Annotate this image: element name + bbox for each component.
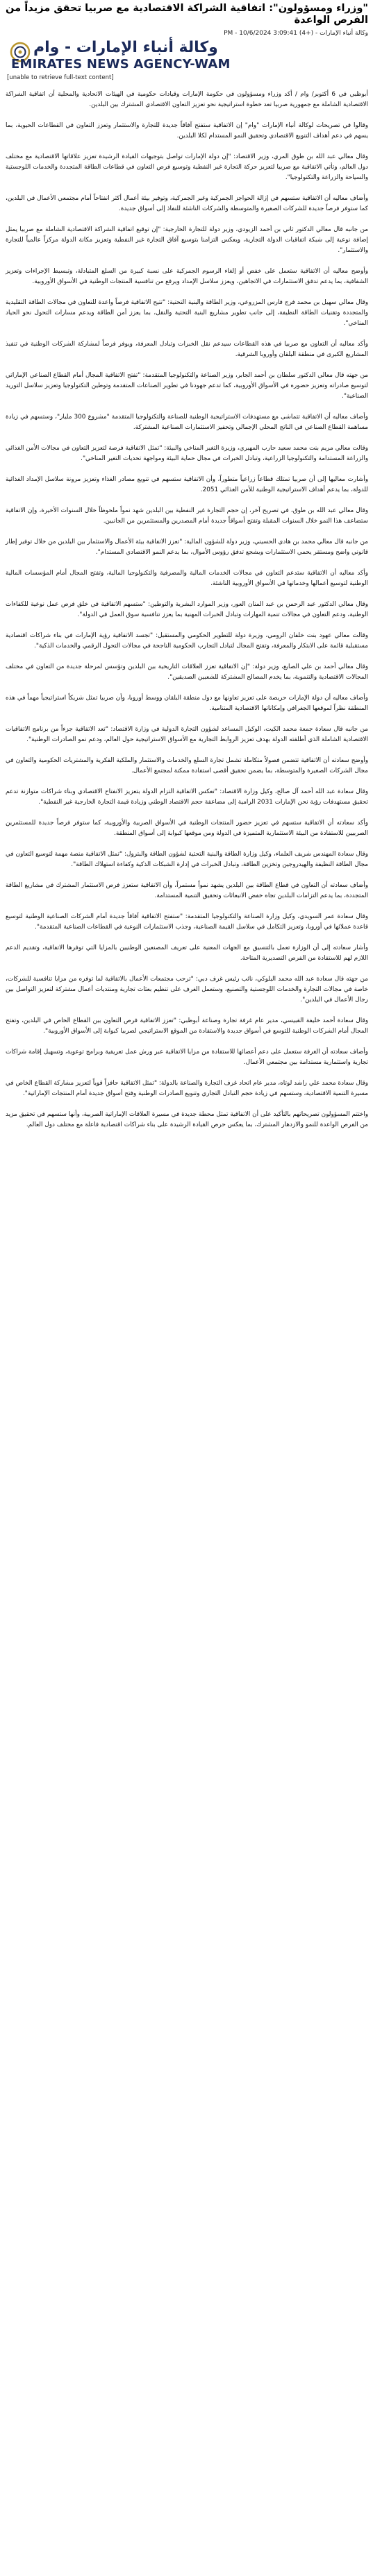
- article-paragraph: وأكد معاليه أن التعاون مع صربيا في هذه القطاعات سيدعم نقل الخبرات وتبادل المعرفة، ويوفر فرصاً لمشاركة الشركات الوطنية في تنفيذ المشاريع الكبرى في منطقة البلقان وأوروبا الشرقية.: [6, 341, 368, 358]
- article-paragraph: وقالت معالي مريم بنت محمد سعيد حارب المهيري، وزيرة التغير المناخي والبيئة: "تمثل الاتفاقية فرصة لتعزيز التعاون في مجالات الأمن الغذائي والزراعة المستدامة والتكنولوجيا الزراعية، وتبادل الخبرات في مجال حماية البيئة ومواجهة تحديات التغير المناخي".: [6, 445, 368, 462]
- article-paragraph: وأكد سعادته أن الاتفاقية ستسهم في تعزيز حضور المنتجات الوطنية في الأسواق الصربية والأوروبية، كما ستوفر فرصاً جديدة للمستثمرين الصربيين للاستفادة من البيئة الاستثمارية المتميزة في الدولة ومن موقعها كبوابة إلى أسواق المنطقة.: [6, 820, 368, 837]
- article-paragraph: من جهته قال معالي الدكتور سلطان بن أحمد الجابر، وزير الصناعة والتكنولوجيا المتقدمة: "تفتح الاتفاقية المجال أمام القطاع الصناعي الإماراتي لتوسيع صادراته وتعزيز حضوره في الأسواق الأوروبية، كما تدعم جهودنا في تطوير الصناعات المتقدمة وتوطين التكنولوجيا وتعزيز سلاسل التوريد الصناعية".: [6, 372, 368, 400]
- article-paragraph: وقال سعادة المهندس شريف العلماء، وكيل وزارة الطاقة والبنية التحتية لشؤون الطاقة والبترول: "تمثل الاتفاقية منصة مهمة لتوسيع التعاون في مجال الطاقة النظيفة والهيدروجين وتخزين الطاقة، وتبادل الخبرات في إدارة الشبكات الذكية وكفاءة استهلاك الطاقة".: [6, 851, 368, 868]
- logo-name-english: EMIRATES NEWS AGENCY-WAM: [11, 57, 231, 71]
- article-paragraph: وأضاف سعادته أن الغرفة ستعمل على دعم أعضائها للاستفادة من مزايا الاتفاقية عبر ورش عمل تعريفية وبرامج توعوية، وتسهيل إقامة شراكات تجارية واستثمارية مستدامة بين مجتمعي الأعمال.: [6, 1049, 368, 1066]
- article-paragraph: وقالوا في تصريحات لوكالة أنباء الإمارات "وام" إن الاتفاقية ستفتح آفاقاً جديدة للتجارة والاستثمار وتعزز التعاون في القطاعات الحيوية، بما يسهم في دعم أهداف التنويع الاقتصادي وتحقيق النمو المستدام لكلا البلدين.: [6, 122, 368, 139]
- article-paragraph: وقال معالي عبد الله بن طوق، في تصريح آخر، إن حجم التجارة غير النفطية بين البلدين شهد نمواً ملحوظاً خلال السنوات الأخيرة، وإن الاتفاقية ستضاعف هذا النمو خلال السنوات المقبلة وتفتح أسواقاً جديدة أمام المصدرين والمستثمرين من الجانبين.: [6, 507, 368, 525]
- article-dateline: وكالة أنباء الإمارات - (+4) 3:09:41 PM - 10/6/2024: [224, 30, 368, 37]
- article-paragraph: وأوضح سعادته أن الاتفاقية تتضمن فصولاً متكاملة تشمل تجارة السلع والخدمات والاستثمار والملكية الفكرية والمشتريات الحكومية والتعاون في مجال الشركات الصغيرة والمتوسطة، بما يضمن تحقيق أقصى استفادة ممكنة لمجتمع الأعمال.: [6, 757, 368, 774]
- article-paragraph: وقال سعادة أحمد خليفة القبيسي، مدير عام غرفة تجارة وصناعة أبوظبي: "تعزز الاتفاقية فرص التعاون بين القطاع الخاص في البلدين، وتفتح المجال أمام الشركات الوطنية للتوسع في أسواق جديدة والاستفادة من الموقع الاستراتيجي لصربيا كبوابة إلى الأسواق الأوروبية".: [6, 1017, 368, 1035]
- article-paragraph: وقال سعادة عبد الله أحمد آل صالح، وكيل وزارة الاقتصاد: "تعكس الاتفاقية التزام الدولة بتعزيز الانفتاح الاقتصادي وبناء شراكات متوازنة تدعم تحقيق مستهدفات رؤية نحن الإمارات 2031 الرامية إلى مضاعفة حجم الاقتصاد الوطني وزيادة قيمة التجارة الخارجية غير النفطية".: [6, 788, 368, 806]
- article-paragraph: وأضاف معاليه أن الاتفاقية تتماشى مع مستهدفات الاستراتيجية الوطنية للصناعة والتكنولوجيا المتقدمة "مشروع 300 مليار"، وستسهم في زيادة مساهمة القطاع الصناعي في الناتج المحلي الإجمالي وتحفيز الاستثمارات الصناعية المشتركة.: [6, 414, 368, 431]
- article-paragraph: وأشارت معاليها إلى أن صربيا تمتلك قطاعاً زراعياً متطوراً، وأن الاتفاقية ستسهم في تنويع مصادر الغذاء وتعزيز مرونة سلاسل الإمداد الغذائية للدولة، بما يدعم أهداف الاستراتيجية الوطنية للأمن الغذائي 2051.: [6, 476, 368, 493]
- article-paragraph: وقال معالي سهيل بن محمد فرج فارس المزروعي، وزير الطاقة والبنية التحتية: "تتيح الاتفاقية فرصاً واعدة للتعاون في مجالات الطاقة التقليدية والمتجددة وتقنيات الطاقة النظيفة، إلى جانب تطوير مشاريع البنية التحتية والنقل، بما يعزز أمن الطاقة ويدعم مسارات التحول نحو الحياد المناخي".: [6, 299, 368, 327]
- article-paragraph: وقال سعادة محمد علي راشد لوتاه، مدير عام اتحاد غرف التجارة والصناعة بالدولة: "تمثل الاتفاقية حافزاً قوياً لتعزيز مشاركة القطاع الخاص في مسيرة التنمية الاقتصادية، وستسهم في زيادة حجم التبادل التجاري وتنويع الصادرات الوطنية وفتح أسواق جديدة أمام المنتجات الإماراتية".: [6, 1080, 368, 1097]
- article-paragraph: وأوضح معاليه أن الاتفاقية ستعمل على خفض أو إلغاء الرسوم الجمركية على نسبة كبيرة من السلع المتبادلة، وتبسيط الإجراءات وتعزيز الشفافية، بما يدعم تدفق الاستثمارات في الاتجاهين، ويعزز سلاسل الإمداد ويرفع من تنافسية المنتجات الوطنية في الأسواق الأوروبية.: [6, 268, 368, 285]
- article-paragraph: من جانبه قال معالي الدكتور ثاني بن أحمد الزيودي، وزير دولة للتجارة الخارجية: "إن توقيع اتفاقية الشراكة الاقتصادية الشاملة مع صربيا يمثل إضافة نوعية إلى شبكة اتفاقيات الدولة التجارية، ويعكس التزامنا بتوسيع آفاق التجارة غير النفطية وتعزيز مكانة الدولة مركزاً عالمياً للتجارة والاستثمار".: [6, 226, 368, 254]
- article-paragraph: وقال معالي عبد الله بن طوق المري، وزير الاقتصاد: "إن دولة الإمارات تواصل بتوجيهات القيادة الرشيدة تعزيز علاقاتها الاقتصادية مع مختلف دول العالم، وتأتي الاتفاقية مع صربيا لتعزيز حركة التجارة غير النفطية وتوسيع فرص التعاون في قطاعات الطاقة المتجددة والخدمات اللوجستية والسياحة والزراعة والتكنولوجيا".: [6, 153, 368, 181]
- article-paragraph: من جهته قال سعادة عبد الله محمد البلوكي، نائب رئيس غرف دبي: "ترحب مجتمعات الأعمال بالاتفاقية لما توفره من مزايا تنافسية للشركات، خاصة في مجالات التجارة والخدمات اللوجستية والتصنيع، وستعمل الغرف على تنظيم بعثات تجارية ومنتديات أعمال مشتركة لتعزيز التواصل بين رجال الأعمال في البلدين".: [6, 976, 368, 1003]
- article-headline: "وزراء ومسؤولون": اتفاقية الشراكة الاقتصادية مع صربيا تحقق مزيداً من الفرص الواعدة: [6, 2, 368, 26]
- logo-name-arabic: وكالة أنباء الإمارات - وام: [33, 39, 218, 56]
- article-paragraph: وقالت معالي عهود بنت خلفان الرومي، وزيرة دولة للتطوير الحكومي والمستقبل: "تجسد الاتفاقية رؤية الإمارات في بناء شراكات اقتصادية مستقبلية قائمة على الابتكار والمعرفة، وتفتح المجال لتبادل التجارب الحكومية الناجحة في مجالات التحول الرقمي والخدمات الذكية".: [6, 632, 368, 650]
- fulltext-unavailable-notice: [unable to retrieve full-text content]: [7, 74, 114, 81]
- article-body: [6, 90, 368, 1130]
- article-paragraph: وأضاف سعادته أن التعاون في قطاع الطاقة بين البلدين يشهد نمواً مستمراً، وأن الاتفاقية ستعزز فرص الاستثمار المشترك في مشاريع الطاقة المتجددة، بما يدعم التزامات البلدين تجاه خفض الانبعاثات وتحقيق التنمية المستدامة.: [6, 882, 368, 899]
- article-paragraph: واختتم المسؤولون تصريحاتهم بالتأكيد على أن الاتفاقية تمثل محطة جديدة في مسيرة العلاقات الإماراتية الصربية، وأنها ستسهم في تحقيق مزيد من الفرص الواعدة للنمو والازدهار المشترك، بما يعكس حرص القيادة الرشيدة على بناء شراكات اقتصادية فاعلة مع مختلف دول العالم.: [6, 1111, 368, 1128]
- article-paragraph: أبوظبي في 6 أكتوبر/ وام / أكد وزراء ومسؤولون في حكومة الإمارات وقيادات حكومية في الهيئات الاتحادية والمحلية أن اتفاقية الشراكة الاقتصادية الشاملة مع جمهورية صربيا تعد خطوة استراتيجية نحو تعزيز التعاون الاقتصادي المشترك بين البلدين.: [6, 91, 368, 108]
- article-paragraph: وأشار سعادته إلى أن الوزارة تعمل بالتنسيق مع الجهات المعنية على تعريف المصنعين الوطنيين بالمزايا التي توفرها الاتفاقية، وتقديم الدعم اللازم لهم للاستفادة من الفرص التصديرية المتاحة.: [6, 944, 368, 962]
- article-paragraph: وقال سعادة عمر السويدي، وكيل وزارة الصناعة والتكنولوجيا المتقدمة: "ستفتح الاتفاقية آفاقاً جديدة أمام الشركات الصناعية الوطنية لتوسيع قاعدة عملائها في أوروبا، وتعزيز التكامل في سلاسل القيمة الصناعية، وجذب الاستثمارات النوعية في القطاعات الصناعية المتقدمة".: [6, 913, 368, 931]
- article-paragraph: وقال معالي أحمد بن علي الصايغ، وزير دولة: "إن الاتفاقية تعزز العلاقات التاريخية بين البلدين وتؤسس لمرحلة جديدة من التعاون في مختلف المجالات الاقتصادية والتنموية، بما يخدم المصالح المشتركة للشعبين الصديقين".: [6, 663, 368, 681]
- article-paragraph: وقال معالي الدكتور عبد الرحمن بن عبد المنان العور، وزير الموارد البشرية والتوطين: "ستسهم الاتفاقية في خلق فرص عمل نوعية للكفاءات الوطنية، ودعم التعاون في مجالات تنمية المهارات وتبادل الخبرات المهنية بما يعزز تنافسية سوق العمل في الدولة".: [6, 601, 368, 618]
- article-paragraph: وأكد معاليه أن الاتفاقية ستدعم التعاون في مجالات الخدمات المالية والمصرفية والتكنولوجيا المالية، وتفتح المجال أمام المؤسسات المالية الوطنية لتوسيع أعمالها وخدماتها في الأسواق الأوروبية الناشئة.: [6, 570, 368, 587]
- wam-logo: [6, 40, 368, 74]
- article-paragraph: وأضاف معاليه أن دولة الإمارات حريصة على تعزيز تعاونها مع دول منطقة البلقان ووسط أوروبا، وأن صربيا تمثل شريكاً استراتيجياً مهماً في هذه المنطقة نظراً لموقعها الجغرافي وإمكاناتها الاقتصادية المتنامية.: [6, 695, 368, 712]
- article-paragraph: من جانبه قال معالي محمد بن هادي الحسيني، وزير دولة للشؤون المالية: "تعزز الاتفاقية بيئة الأعمال والاستثمار بين البلدين من خلال توفير إطار قانوني واضح ومستقر يحمي الاستثمارات ويشجع تدفق رؤوس الأموال، بما يدعم النمو الاقتصادي المستدام".: [6, 539, 368, 556]
- article-paragraph: من جانبه قال سعادة جمعة محمد الكيت، الوكيل المساعد لشؤون التجارة الدولية في وزارة الاقتصاد: "تعد الاتفاقية جزءاً من برنامج الاتفاقيات الاقتصادية الشاملة الذي أطلقته الدولة بهدف تعزيز الروابط التجارية مع الأسواق الاستراتيجية حول العالم، ودعم نمو الصادرات الوطنية".: [6, 726, 368, 743]
- article-paragraph: وأضاف معاليه أن الاتفاقية ستسهم في إزالة الحواجز الجمركية وغير الجمركية، وتوفير بيئة أعمال أكثر انفتاحاً أمام مجتمعي الأعمال في البلدين، كما ستوفر فرصاً جديدة للشركات الصغيرة والمتوسطة والشركات الناشئة للنفاذ إلى أسواق جديدة.: [6, 195, 368, 212]
